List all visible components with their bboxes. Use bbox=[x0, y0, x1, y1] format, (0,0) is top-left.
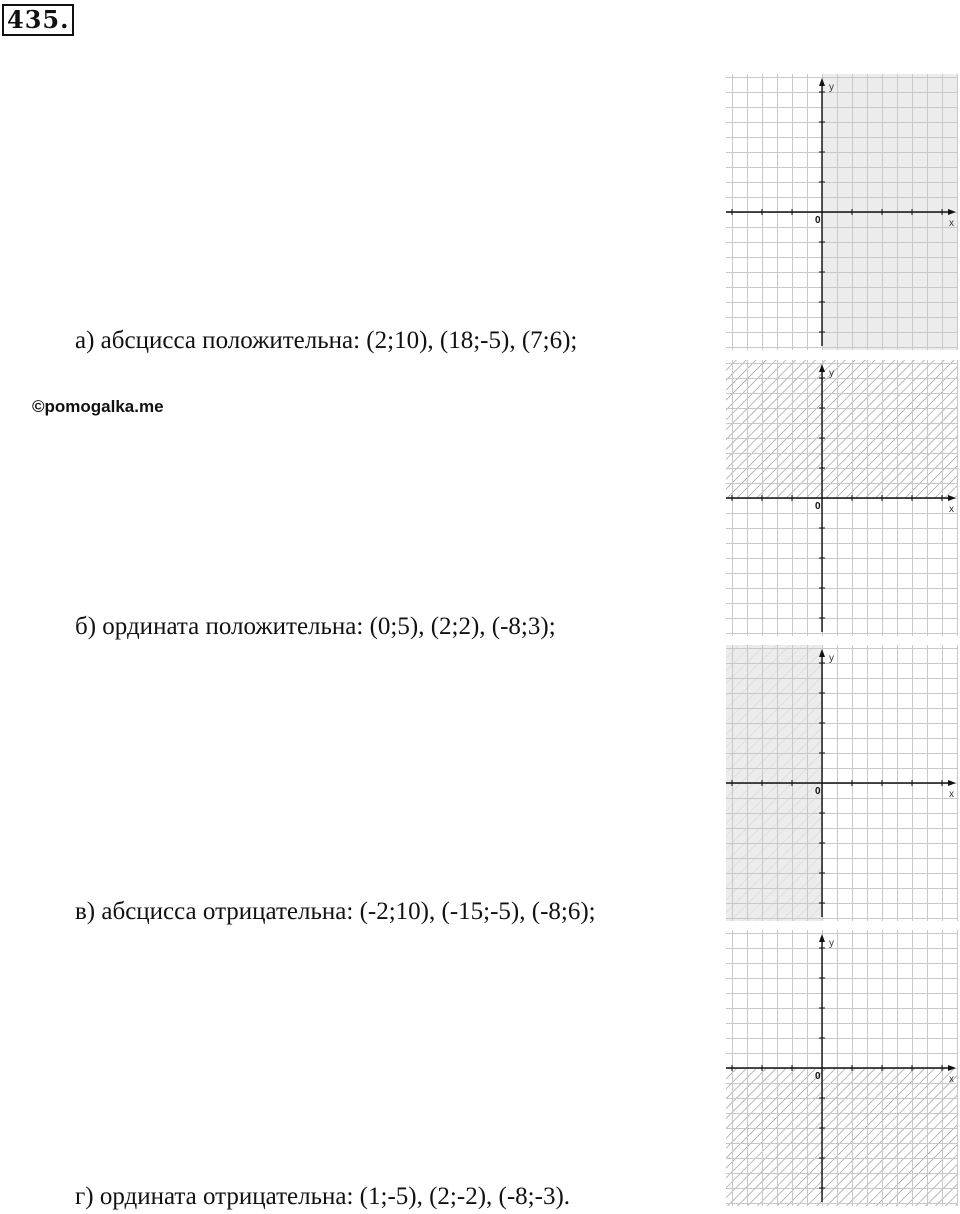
shaded-region bbox=[726, 1068, 958, 1206]
plane-svg bbox=[726, 645, 958, 921]
answer-b: б) ордината положительна: (0;5), (2;2), (-8;3); bbox=[75, 613, 556, 640]
x-axis-label: x bbox=[949, 218, 954, 229]
y-axis-label: y bbox=[829, 368, 834, 379]
watermark: ©pomogalka.me bbox=[32, 397, 164, 416]
y-axis-arrow bbox=[819, 934, 825, 942]
origin-label: 0 bbox=[815, 215, 821, 226]
answer-d: г) ордината отрицательна: (1;-5), (2;-2), (-8;-3). bbox=[75, 1183, 571, 1210]
x-axis-label: x bbox=[949, 504, 954, 515]
plane-svg bbox=[726, 930, 958, 1206]
origin-label: 0 bbox=[815, 1071, 821, 1082]
x-axis-label: x bbox=[949, 789, 954, 800]
problem-number: 435. bbox=[2, 4, 74, 36]
origin-label: 0 bbox=[815, 501, 821, 512]
coordinate-plane-d bbox=[726, 930, 958, 1206]
answer-c: в) абсцисса отрицательна: (-2;10), (-15;-5), (-8;6); bbox=[75, 898, 596, 925]
coordinate-plane-b bbox=[726, 360, 958, 636]
y-axis-label: y bbox=[829, 82, 834, 93]
origin-label: 0 bbox=[815, 786, 821, 797]
y-axis-label: y bbox=[829, 653, 834, 664]
shaded-region bbox=[726, 360, 958, 498]
x-axis-arrow bbox=[948, 780, 956, 786]
y-axis-label: y bbox=[829, 938, 834, 949]
answer-a: а) абсцисса положительна: (2;10), (18;-5), (7;6); bbox=[75, 327, 578, 354]
plane-svg bbox=[726, 360, 958, 636]
coordinate-plane-a bbox=[726, 74, 958, 350]
coordinate-plane-c bbox=[726, 645, 958, 921]
plane-svg bbox=[726, 74, 958, 350]
x-axis-label: x bbox=[949, 1074, 954, 1085]
